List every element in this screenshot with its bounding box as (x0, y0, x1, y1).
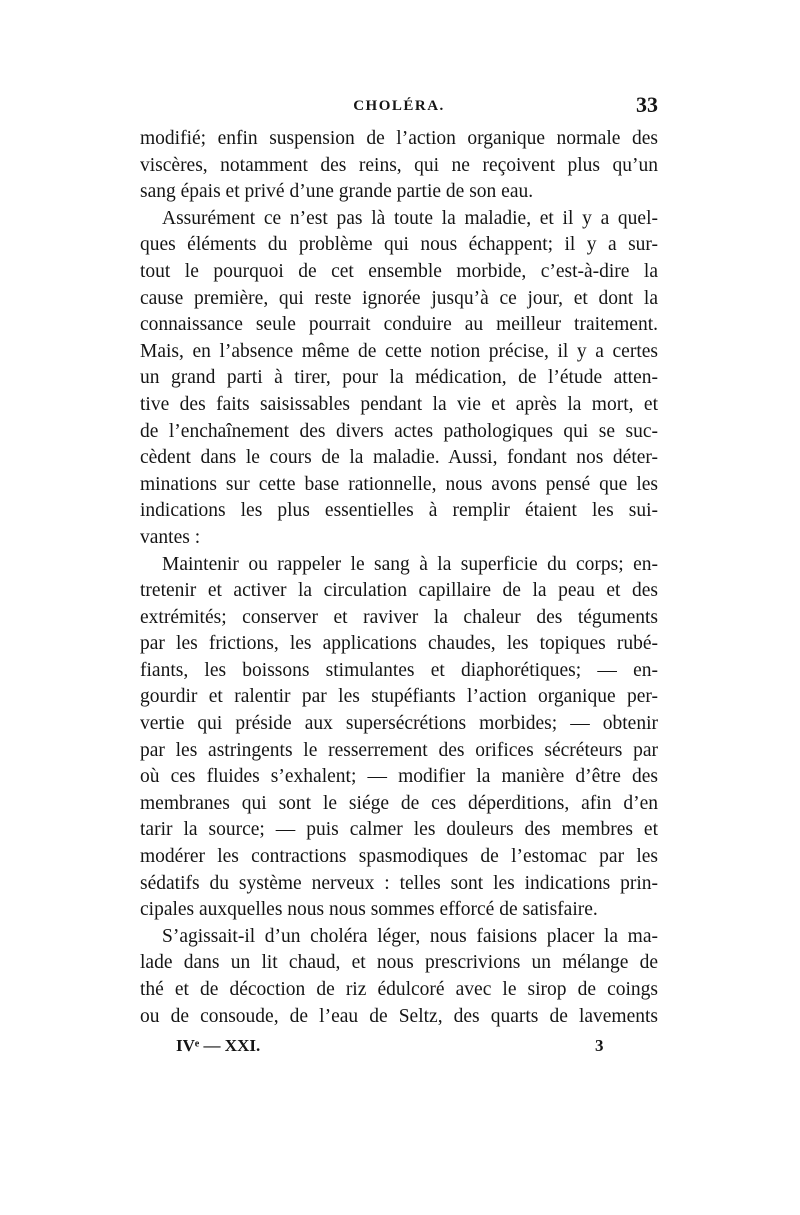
text-line: membranes qui sont le siége de ces déperditions, afin d’en (140, 792, 658, 814)
text-line: ques éléments du problème qui nous échappent; il y a sur- (140, 234, 658, 256)
text-line: tarir la source; — puis calmer les douleurs des membres et (140, 819, 658, 841)
page-number: 33 (636, 92, 658, 117)
text-line: Maintenir ou rappeler le sang à la superficie du corps; en- (162, 553, 658, 575)
text-line: modérer les contractions spasmodiques de l’estomac par les (140, 846, 658, 868)
text-line: tout le pourquoi de cet ensemble morbide, c’est-à-dire la (140, 260, 658, 282)
text-line: vantes : (140, 526, 201, 548)
text-line: sang épais et privé d’une grande partie de son eau. (140, 181, 534, 203)
text-line: S’agissait-il d’un choléra léger, nous faisions placer la ma- (162, 925, 658, 947)
text-line: tretenir et activer la circulation capillaire de la peau et des (140, 580, 658, 602)
body-text (140, 126, 658, 1030)
text-line: cipales auxquelles nous nous sommes efforcé de satisfaire. (140, 899, 598, 921)
text-line: un grand parti à tirer, pour la médication, de l’étude atten- (140, 367, 658, 389)
text-line: sédatifs du système nerveux : telles sont les indications prin- (140, 872, 658, 894)
text-line: cèdent dans le cours de la maladie. Aussi, fondant nos déter- (140, 447, 658, 469)
text-line: tive des faits saisissables pendant la vie et après la mort, et (140, 393, 658, 415)
text-line: de l’enchaînement des divers actes pathologiques qui se suc- (140, 420, 658, 442)
sheet-number: 3 (595, 1036, 604, 1055)
text-line: lade dans un lit chaud, et nous prescrivions un mélange de (140, 952, 658, 974)
page-footer (140, 1032, 658, 1062)
text-line: ou de consoude, de l’eau de Seltz, des quarts de lavements (140, 1005, 658, 1027)
text-line: viscères, notamment des reins, qui ne reçoivent plus qu’un (140, 154, 658, 176)
text-line: modifié; enfin suspension de l’action organique normale des (140, 128, 658, 149)
text-line: Assurément ce n’est pas là toute la maladie, et il y a quel- (162, 207, 658, 229)
text-line: fiants, les boissons stimulantes et diaphorétiques; — en- (140, 659, 658, 681)
running-title: CHOLÉRA. (353, 98, 445, 114)
text-line: cause première, qui reste ignorée jusqu’à ce jour, et dont la (140, 287, 658, 309)
text-line: Mais, en l’absence même de cette notion précise, il y a certes (140, 340, 658, 362)
text-line: par les astringents le resserrement des orifices sécréteurs par (140, 739, 658, 761)
text-line: indications les plus essentielles à remplir étaient les sui- (140, 500, 658, 522)
text-line: gourdir et ralentir par les stupéfiants l’action organique per- (140, 686, 658, 708)
text-line: vertie qui préside aux supersécrétions morbides; — obtenir (140, 713, 658, 735)
text-line: connaissance seule pourrait conduire au meilleur traitement. (140, 314, 658, 336)
page-header (140, 92, 658, 122)
text-line: par les frictions, les applications chaudes, les topiques rubé- (140, 633, 658, 655)
text-line: extrémités; conserver et raviver la chaleur des téguments (140, 606, 658, 628)
text-line: où ces fluides s’exhalent; — modifier la manière d’être des (140, 766, 658, 788)
text-line: thé et de décoction de riz édulcoré avec le sirop de coings (140, 979, 658, 1000)
text-line: minations sur cette base rationnelle, nous avons pensé que les (140, 473, 658, 495)
signature-mark: IVᵉ — XXI. (176, 1036, 261, 1055)
